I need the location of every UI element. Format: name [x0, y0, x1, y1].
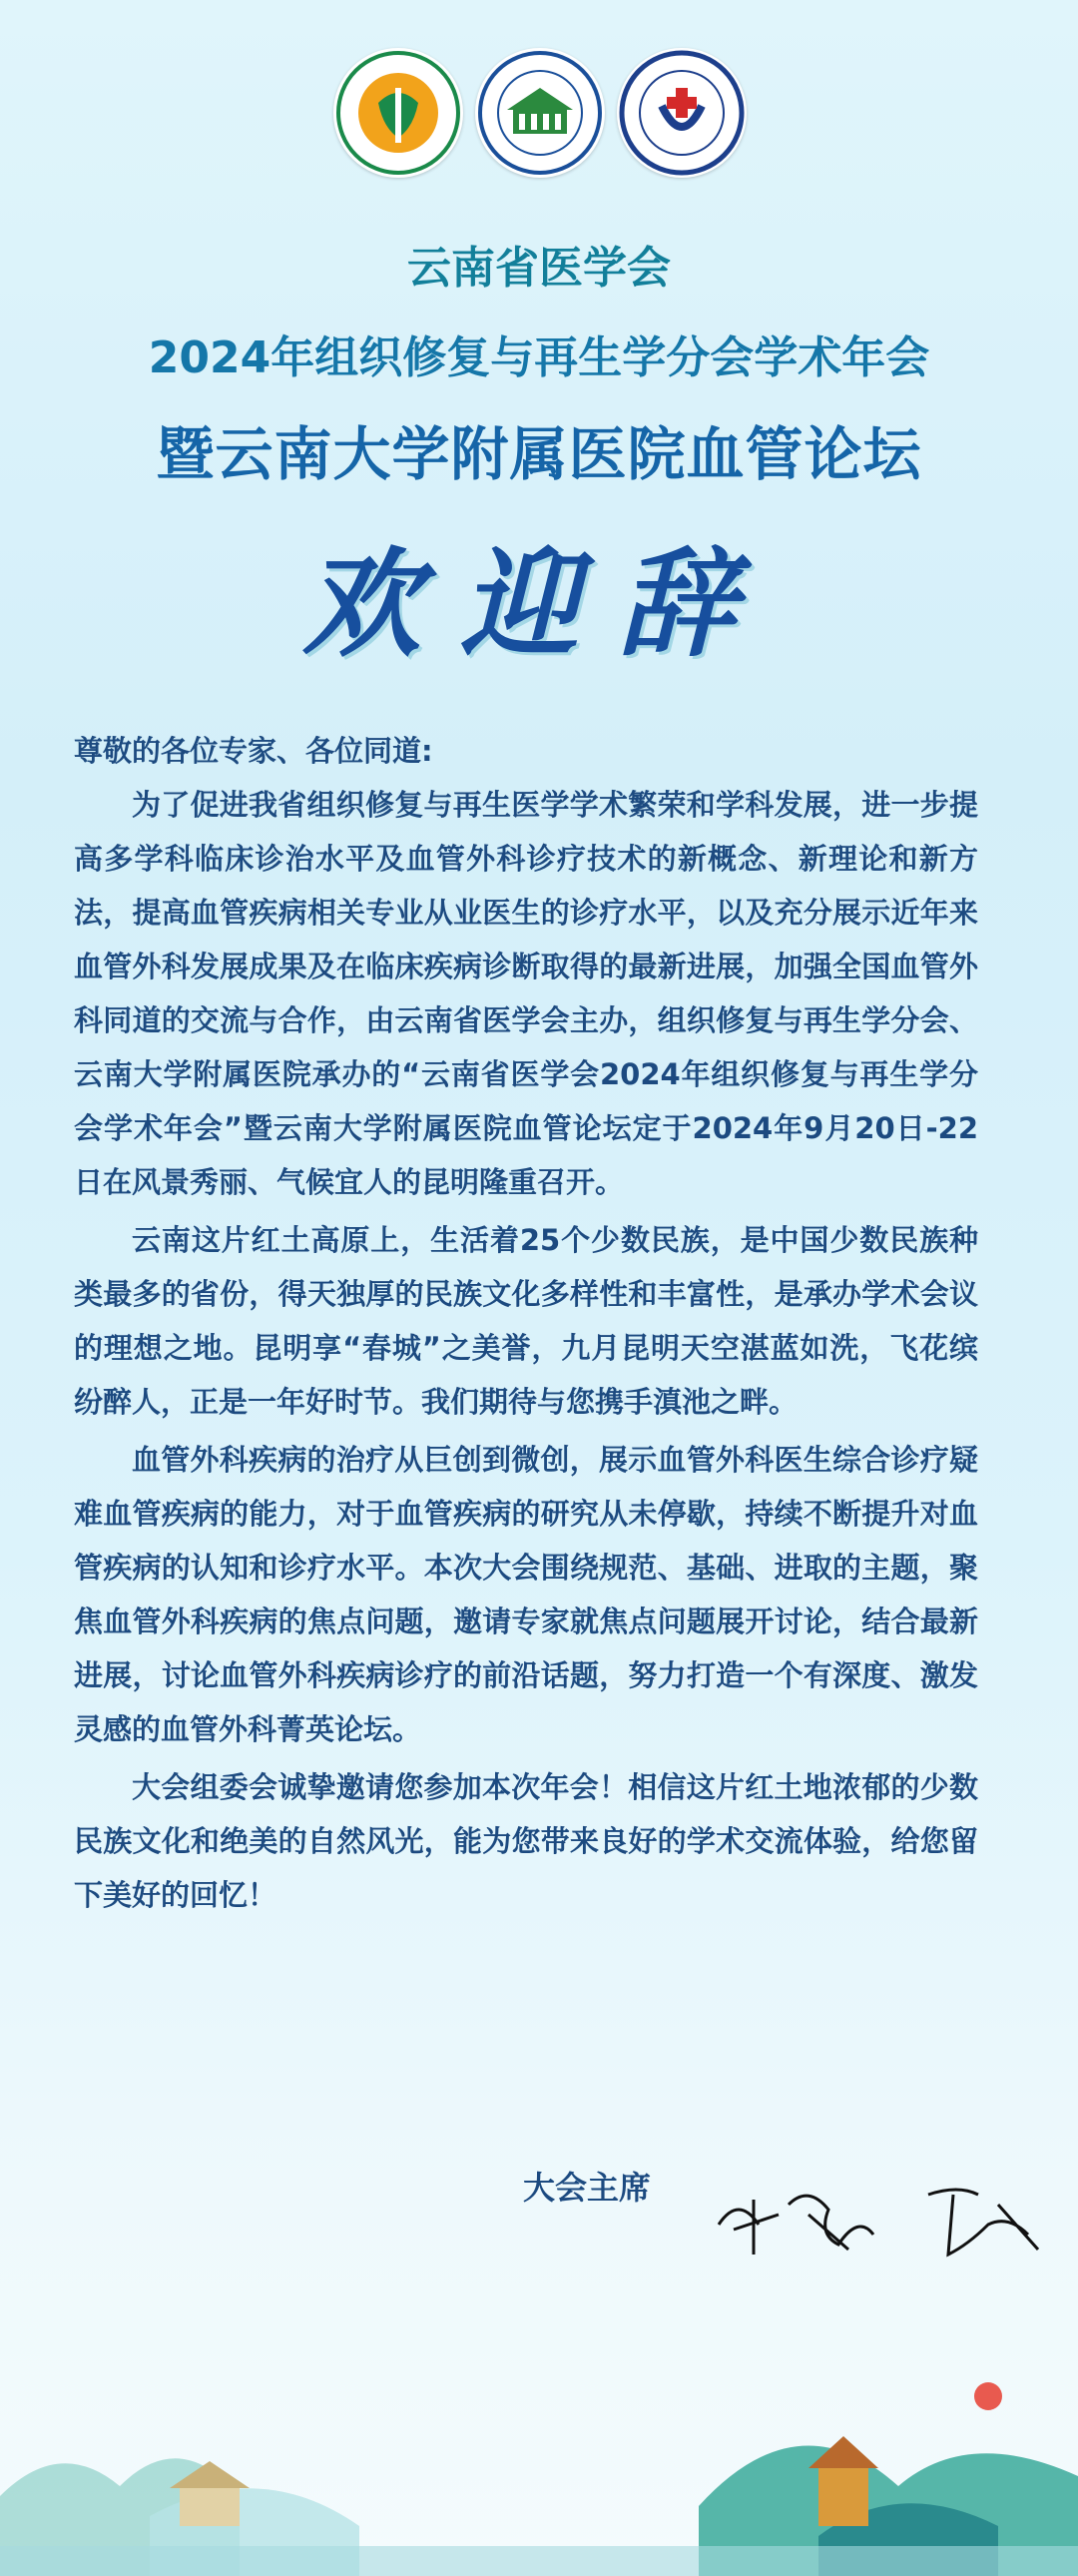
letter-paragraph: 云南这片红土高原上，生活着25个少数民族，是中国少数民族种类最多的省份，得天独厚的民族文化多样性和丰富性，是承办学术会议的理想之地。昆明享“春城”之美誉，九月昆明天空湛蓝如洗，飞花缤纷醉人，正是一年好时节。我们期待与您携手滇池之畔。 — [74, 1223, 978, 1419]
title-line-3: 暨云南大学附属医院血管论坛 — [156, 420, 922, 488]
chairman-label: 大会主席 — [523, 2169, 652, 2207]
landscape-decoration — [0, 2336, 1078, 2576]
letter-greeting: 尊敬的各位专家、各位同道: — [74, 734, 433, 768]
letter-paragraph: 大会组委会诚挚邀请您参加本次年会！相信这片红土地浓郁的少数民族文化和绝美的自然风光，能为您带来良好的学术交流体验，给您留下美好的回忆！ — [74, 1770, 978, 1912]
welcome-heading: 欢迎辞 — [301, 534, 776, 673]
logo-row — [0, 48, 1078, 188]
letter-paragraph: 血管外科疾病的治疗从巨创到微创，展示血管外科医生综合诊疗疑难血管疾病的能力，对于血管疾病的研究从未停歇，持续不断提升对血管疾病的认知和诊疗水平。本次大会围绕规范、基础、进取的主题，聚焦血管外科疾病的焦点问题，邀请专家就焦点问题展开讨论，结合最新进展，讨论血管外科疾病诊疗的前沿话题，努力打造一个有深度、激发灵感的血管外科菁英论坛。 — [74, 1443, 978, 1746]
letter-paragraph: 为了促进我省组织修复与再生医学学术繁荣和学科发展，进一步提高多学科临床诊治水平及血管外科诊疗技术的新概念、新理论和新方法，提高血管疾病相关专业从业医生的诊疗水平，以及充分展示近年来血管外科发展成果及在临床疾病诊断取得的最新进展，加强全国血管外科同道的交流与合作，由云南省医学会主办，组织修复与再生学分会、云南大学附属医院承办的“云南省医学会2024年组织修复与再生学分会学术年会”暨云南大学附属医院血管论坛定于2024年9月20日-22日在风景秀丽、气候宜人的昆明隆重召开。 — [74, 788, 978, 1199]
yunnan-university-logo — [475, 48, 605, 178]
yunnan-university-hospital-logo — [617, 48, 747, 178]
title-line-1: 云南省医学会 — [407, 243, 671, 294]
welcome-letter — [74, 724, 978, 1926]
title-line-2: 2024年组织修复与再生学分会学术年会 — [148, 332, 930, 383]
handwritten-signature — [699, 2155, 1058, 2274]
chinese-medical-association-logo — [333, 48, 463, 178]
